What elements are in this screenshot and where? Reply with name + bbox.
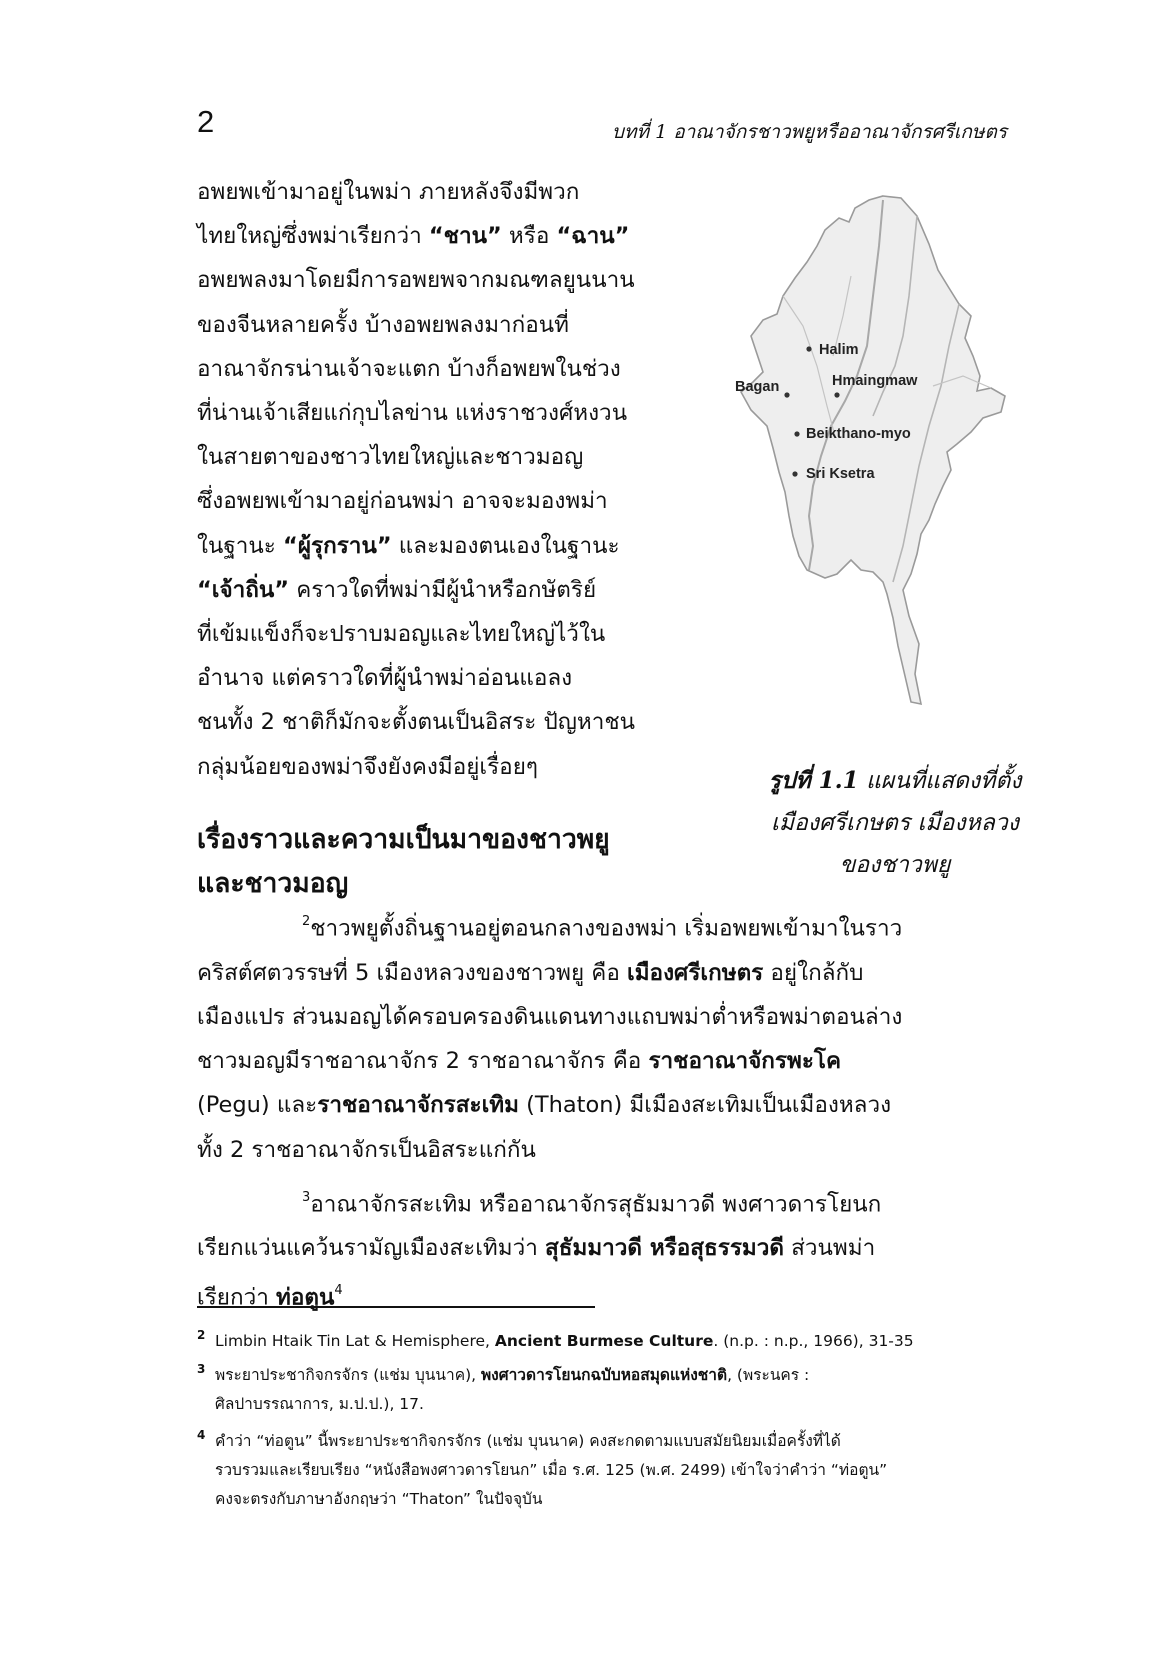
footnote-mark: 4 [197, 1428, 206, 1442]
map-label-sri-ksetra: Sri Ksetra [806, 466, 875, 482]
caption-line [735, 760, 1055, 802]
text-run: (Thaton) มีเมืองสะเทิมเป็นเมืองหลวง [518, 1092, 892, 1119]
text-run: ชาวมอญมีราชอาณาจักร 2 ราชอาณาจักร คือ [197, 1048, 649, 1075]
place-dot-halim [806, 346, 811, 351]
text-line [197, 1083, 1037, 1127]
term-invader: “ผู้รุกราน” [283, 532, 392, 559]
text-run: หรือ [501, 223, 557, 250]
section-heading [197, 818, 610, 906]
term-thaton-thai: ท่อตูน [276, 1284, 335, 1311]
footnote-mark: 3 [197, 1362, 206, 1376]
footnote-line: รวบรวมและเรียบเรียง “หนังสือพงศาวดารโยนก” เมื่อ ร.ศ. 125 (พ.ศ. 2499) เข้าใจว่าคำว่า “ท่อตูน” [215, 1461, 888, 1479]
footnote-line [215, 1361, 1037, 1390]
text-line [197, 1226, 1037, 1270]
map-label-hmaingmaw: Hmaingmaw [832, 373, 918, 389]
intro-paragraph [197, 170, 717, 789]
text-line [197, 1039, 1037, 1083]
term-sudhammavati: สุธัมมาวดี หรือสุธรรมวดี [545, 1235, 785, 1262]
footnote-line: คำว่า “ท่อตูน” นี้พระยาประชากิจกรจักร (แช่ม บุนนาค) คงสะกดตามแบบสมัยนิยมเมื่อครั้งที่ได้ [215, 1432, 841, 1450]
text-line [197, 1178, 1037, 1227]
place-dot-sri-ksetra [792, 471, 797, 476]
footnote-line [215, 1327, 1037, 1356]
footnote-3 [197, 1361, 1037, 1419]
term-thaton: ราชอาณาจักรสะเทิม [317, 1092, 519, 1119]
term-chan: “ฉาน” [556, 223, 630, 250]
map-label-bagan: Bagan [735, 379, 780, 395]
text-line [197, 214, 717, 258]
country-outline [741, 196, 1005, 704]
map-label-beikthano: Beikthano-myo [806, 426, 911, 442]
term-sri-ksetra: เมืองศรีเกษตร [627, 959, 764, 986]
caption-line: เมืองศรีเกษตร เมืองหลวง [770, 810, 1020, 836]
figure-label: รูปที่ 1.1 [768, 767, 859, 794]
running-head: บทที่ 1 อาณาจักรชาวพยูหรืออาณาจักรศรีเกษตร [611, 121, 1007, 143]
footnote-ref: 3 [302, 1189, 311, 1205]
figure-caption [735, 760, 1055, 886]
text-run: คริสต์ศตวรรษที่ 5 เมืองหลวงของชาวพยู คือ [197, 959, 628, 986]
text-line: ในสายตาของชาวไทยใหญ่และชาวมอญ [197, 444, 584, 471]
text-run: เรียกแว่นแคว้นรามัญเมืองสะเทิมว่า [197, 1235, 546, 1262]
cited-title: Ancient Burmese Culture [494, 1332, 714, 1350]
footnote-line: ศิลปาบรรณาการ, ม.ป.ป.), 17. [215, 1395, 424, 1413]
text-line: อพยพเข้ามาอยู่ในพม่า ภายหลังจึงมีพวก [197, 179, 580, 205]
map-outline-graphic [733, 186, 1033, 746]
text-run: คราวใดที่พม่ามีผู้นำหรือกษัตริย์ [289, 576, 597, 603]
text-line: อำนาจ แต่คราวใดที่ผู้นำพม่าอ่อนแอลง [197, 665, 573, 692]
page-number: 2 [197, 104, 215, 139]
text-run: ในฐานะ [197, 532, 284, 559]
text-run: เรียกว่า [197, 1284, 277, 1311]
footnote-divider [197, 1306, 595, 1308]
term-shan: “ชาน” [428, 223, 502, 250]
footnote-mark: 2 [197, 1328, 206, 1342]
text-line [197, 902, 1037, 951]
place-dot-beikthano [794, 431, 799, 436]
text-line: อาณาจักรน่านเจ้าจะแตก บ้างก็อพยพในช่วง [197, 355, 621, 382]
text-line: ชนทั้ง 2 ชาติก็มักจะตั้งตนเป็นอิสระ ปัญหาชน [197, 709, 636, 736]
text-run: (Pegu) และ [197, 1092, 318, 1119]
text-line: ของจีนหลายครั้ง บ้างอพยพลงมาก่อนที่ [197, 311, 570, 338]
text-line: เมืองแปร ส่วนมอญได้ครอบครองดินแดนทางแถบพม่าต่ำหรือพม่าตอนล่าง [197, 1003, 903, 1030]
text-line: ที่เข้มแข็งก็จะปราบมอญและไทยใหญ่ไว้ใน [197, 621, 606, 648]
term-native: “เจ้าถิ่น” [197, 576, 290, 603]
footnote-line: คงจะตรงกับภาษาอังกฤษว่า “Thaton” ในปัจจุบัน [215, 1490, 543, 1508]
text-line: ทั้ง 2 ราชอาณาจักรเป็นอิสระแก่กัน [197, 1136, 536, 1163]
footnote-ref: 2 [302, 914, 311, 929]
text-line [197, 1271, 1037, 1320]
text-run: แผนที่แสดงที่ตั้ง [858, 768, 1022, 794]
text-line: กลุ่มน้อยของพม่าจึงยังคงมีอยู่เรื่อยๆ [197, 753, 538, 780]
heading-line: และชาวมอญ [197, 868, 349, 899]
text-run: Limbin Htaik Tin Lat & Hemisphere, [215, 1332, 495, 1350]
cited-title: พงศาวดารโยนกฉบับหอสมุดแห่งชาติ [480, 1366, 728, 1384]
text-run: พระยาประชากิจกรจักร (แช่ม บุนนาค), [215, 1366, 481, 1384]
caption-line: ของชาวพยู [839, 852, 951, 878]
text-line [197, 568, 717, 612]
text-run: และมองตนเองในฐานะ [391, 532, 620, 559]
text-run: ไทยใหญ่ซึ่งพม่าเรียกว่า [197, 223, 429, 250]
myanmar-map [733, 186, 1033, 746]
text-run: ส่วนพม่า [784, 1235, 876, 1262]
text-line: ที่น่านเจ้าเสียแก่กุบไลข่าน แห่งราชวงศ์หงวน [197, 400, 628, 427]
map-label-halim: Halim [819, 342, 859, 358]
text-line [197, 951, 1037, 995]
text-run: อาณาจักรสะเทิม หรืออาณาจักรสุธัมมาวดี พงศาวดารโยนก [310, 1191, 882, 1218]
footnote-4 [197, 1427, 1037, 1514]
text-run: ชาวพยูตั้งถิ่นฐานอยู่ตอนกลางของพม่า เริ่มอพยพเข้ามาในราว [310, 915, 903, 942]
text-line: ซึ่งอพยพเข้ามาอยู่ก่อนพม่า อาจจะมองพม่า [197, 488, 608, 515]
place-dot-hmaingmaw [834, 392, 839, 397]
text-run: . (n.p. : n.p., 1966), 31-35 [713, 1332, 914, 1350]
text-run: , (พระนคร : [727, 1366, 810, 1384]
text-run: อยู่ใกล้กับ [763, 959, 864, 986]
footnote-ref: 4 [334, 1282, 343, 1298]
place-dot-bagan [784, 392, 789, 397]
body-text [197, 902, 1037, 1319]
text-line [197, 524, 717, 568]
text-line: อพยพลงมาโดยมีการอพยพจากมณฑลยูนนาน [197, 267, 635, 294]
footnote-2 [197, 1327, 1037, 1356]
heading-line: เรื่องราวและความเป็นมาของชาวพยู [197, 824, 610, 855]
term-pegu: ราชอาณาจักรพะโค [648, 1048, 842, 1075]
